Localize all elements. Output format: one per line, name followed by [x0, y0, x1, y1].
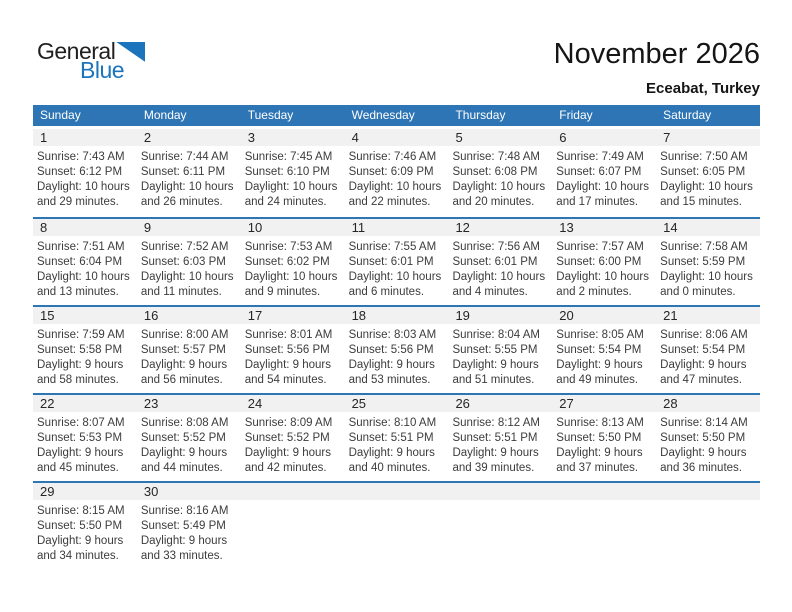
day-cell-6	[552, 129, 656, 217]
sunrise-text: Sunrise: 7:51 AM	[37, 241, 125, 253]
day-number-strip	[33, 307, 137, 324]
day-number-strip	[137, 129, 241, 146]
daylight-text: Daylight: 9 hours	[37, 447, 124, 459]
daylight-text: Daylight: 10 hours	[556, 271, 649, 283]
day-number-strip	[448, 129, 552, 146]
day-details	[345, 500, 449, 504]
day-cell-15	[33, 307, 137, 393]
day-cell-26	[448, 395, 552, 481]
sunset-text: Sunset: 6:11 PM	[140, 166, 226, 178]
day-number-strip	[552, 307, 656, 324]
day-cell-21	[656, 307, 760, 393]
day-cell-19	[448, 307, 552, 393]
day-details	[241, 146, 345, 210]
day-details	[33, 324, 137, 388]
daylight-text: Daylight: 10 hours	[660, 271, 753, 283]
day-cell-7	[656, 129, 760, 217]
day-number-strip	[137, 395, 241, 412]
day-number: 18	[351, 308, 367, 323]
day-details	[33, 412, 137, 476]
day-number: 30	[143, 484, 159, 499]
sunset-text: Sunset: 5:56 PM	[348, 344, 434, 356]
day-cell-5	[448, 129, 552, 217]
sunrise-text: Sunrise: 8:06 AM	[660, 329, 748, 341]
sunrise-text: Sunrise: 8:15 AM	[37, 505, 125, 517]
day-number-strip	[241, 395, 345, 412]
day-details	[345, 236, 449, 300]
daylight-text: and 44 minutes.	[140, 462, 223, 474]
day-cell-20	[552, 307, 656, 393]
daylight-text: Daylight: 10 hours	[244, 181, 338, 193]
day-cell-27	[552, 395, 656, 481]
daylight-text: and 58 minutes.	[37, 374, 119, 386]
sunrise-text: Sunrise: 8:07 AM	[37, 417, 125, 429]
day-details	[448, 236, 552, 300]
day-number-strip	[448, 483, 552, 500]
day-details	[552, 324, 656, 388]
day-number-strip	[241, 483, 345, 500]
daylight-text: Daylight: 9 hours	[556, 447, 643, 459]
day-cell-3	[241, 129, 345, 217]
daylight-text: and 9 minutes.	[244, 286, 321, 298]
day-number: 7	[663, 130, 671, 145]
day-details	[137, 236, 241, 300]
day-number: 26	[455, 396, 470, 411]
day-number: 5	[455, 130, 463, 145]
day-details	[552, 146, 656, 210]
day-cell-25	[345, 395, 449, 481]
day-number-strip	[137, 483, 241, 500]
daylight-text: Daylight: 9 hours	[244, 447, 332, 459]
daylight-text: Daylight: 10 hours	[348, 181, 442, 193]
sunrise-text: Sunrise: 8:03 AM	[348, 329, 437, 341]
day-details	[448, 500, 552, 504]
daylight-text: Daylight: 10 hours	[556, 181, 649, 193]
day-details	[241, 412, 345, 476]
daylight-text: and 6 minutes.	[348, 286, 425, 298]
day-number-strip	[448, 219, 552, 236]
day-number: 10	[247, 220, 263, 235]
sunset-text: Sunset: 5:49 PM	[140, 520, 226, 532]
sunrise-text: Sunrise: 8:12 AM	[452, 417, 541, 429]
day-details	[448, 412, 552, 476]
day-number-strip	[241, 219, 345, 236]
day-number-strip	[345, 219, 449, 236]
day-cell-24	[241, 395, 345, 481]
sunset-text: Sunset: 6:12 PM	[37, 166, 123, 178]
day-number: 24	[247, 396, 263, 411]
daylight-text: Daylight: 9 hours	[452, 447, 539, 459]
weekday-header-friday: Friday	[559, 108, 593, 122]
day-number: 23	[143, 396, 159, 411]
day-cell-12	[448, 219, 552, 305]
sunset-text: Sunset: 5:53 PM	[37, 432, 123, 444]
day-details	[552, 412, 656, 476]
day-number: 25	[351, 396, 367, 411]
day-cell-18	[345, 307, 449, 393]
daylight-text: Daylight: 10 hours	[660, 181, 753, 193]
sunrise-text: Sunrise: 8:16 AM	[140, 505, 229, 517]
daylight-text: and 24 minutes.	[244, 196, 327, 208]
day-details	[137, 324, 241, 388]
day-number: 6	[559, 130, 567, 145]
day-number-strip	[345, 307, 449, 324]
daylight-text: and 47 minutes.	[660, 374, 742, 386]
weekday-header-wednesday: Wednesday	[351, 108, 415, 122]
day-number: 13	[559, 220, 574, 235]
sunset-text: Sunset: 5:50 PM	[37, 520, 123, 532]
daylight-text: Daylight: 10 hours	[37, 271, 130, 283]
day-details	[241, 236, 345, 300]
day-number-strip	[33, 129, 137, 146]
day-number-strip	[656, 395, 760, 412]
sunrise-text: Sunrise: 7:59 AM	[37, 329, 125, 341]
day-number: 16	[143, 308, 159, 323]
sunrise-text: Sunrise: 8:13 AM	[556, 417, 644, 429]
day-details	[137, 500, 241, 564]
day-number-strip	[241, 307, 345, 324]
sunrise-text: Sunrise: 8:00 AM	[140, 329, 229, 341]
empty-day-cell	[345, 483, 449, 569]
day-details	[241, 500, 345, 504]
day-number-strip	[656, 307, 760, 324]
sunrise-text: Sunrise: 8:10 AM	[348, 417, 437, 429]
day-details	[137, 412, 241, 476]
day-number: 2	[143, 130, 152, 145]
sunrise-text: Sunrise: 8:01 AM	[244, 329, 333, 341]
empty-day-cell	[656, 483, 760, 569]
daylight-text: and 29 minutes.	[37, 196, 119, 208]
day-cell-16	[137, 307, 241, 393]
day-number: 4	[351, 130, 359, 145]
sunrise-text: Sunrise: 7:44 AM	[140, 151, 229, 163]
day-number: 29	[40, 484, 55, 499]
sunrise-text: Sunrise: 7:53 AM	[244, 241, 333, 253]
day-details	[552, 236, 656, 300]
day-cell-8	[33, 219, 137, 305]
daylight-text: and 51 minutes.	[452, 374, 535, 386]
location-subtitle: Eceabat, Turkey	[646, 80, 760, 97]
day-number: 1	[40, 130, 48, 145]
day-number: 21	[663, 308, 678, 323]
sunset-text: Sunset: 5:54 PM	[660, 344, 746, 356]
day-cell-13	[552, 219, 656, 305]
sunrise-text: Sunrise: 7:49 AM	[556, 151, 644, 163]
sunrise-text: Sunrise: 7:57 AM	[556, 241, 644, 253]
week-row-3	[33, 305, 760, 393]
day-details	[656, 412, 760, 476]
sunset-text: Sunset: 5:51 PM	[348, 432, 434, 444]
day-number-strip	[552, 395, 656, 412]
daylight-text: and 2 minutes.	[556, 286, 632, 298]
sunset-text: Sunset: 6:05 PM	[660, 166, 746, 178]
sunrise-text: Sunrise: 8:09 AM	[244, 417, 333, 429]
weekday-header-row	[33, 105, 760, 126]
sunset-text: Sunset: 6:02 PM	[244, 256, 330, 268]
day-number: 14	[663, 220, 678, 235]
daylight-text: and 0 minutes.	[660, 286, 736, 298]
day-details	[656, 500, 760, 504]
daylight-text: and 26 minutes.	[140, 196, 223, 208]
sunset-text: Sunset: 6:07 PM	[556, 166, 642, 178]
day-cell-4	[345, 129, 449, 217]
day-cell-29	[33, 483, 137, 569]
day-number-strip	[137, 219, 241, 236]
sunrise-text: Sunrise: 7:50 AM	[660, 151, 748, 163]
weekday-header-saturday: Saturday	[663, 108, 712, 122]
sunrise-text: Sunrise: 7:58 AM	[660, 241, 748, 253]
sunset-text: Sunset: 6:04 PM	[37, 256, 123, 268]
sunrise-text: Sunrise: 7:55 AM	[348, 241, 437, 253]
day-number-strip	[241, 129, 345, 146]
empty-day-cell	[552, 483, 656, 569]
day-details	[656, 236, 760, 300]
daylight-text: and 4 minutes.	[452, 286, 528, 298]
daylight-text: and 22 minutes.	[348, 196, 431, 208]
week-row-2	[33, 217, 760, 305]
daylight-text: and 11 minutes.	[140, 286, 222, 298]
empty-day-cell	[241, 483, 345, 569]
sunset-text: Sunset: 6:00 PM	[556, 256, 642, 268]
day-details	[345, 146, 449, 210]
logo-text-general: General	[37, 38, 116, 64]
title-block	[554, 38, 760, 97]
daylight-text: Daylight: 9 hours	[452, 359, 539, 371]
daylight-text: and 42 minutes.	[244, 462, 327, 474]
day-details	[552, 500, 656, 504]
page-title: November 2026	[553, 38, 760, 70]
weekday-header-tuesday: Tuesday	[247, 108, 294, 122]
daylight-text: Daylight: 10 hours	[37, 181, 130, 193]
sunset-text: Sunset: 5:50 PM	[660, 432, 746, 444]
day-cell-1	[33, 129, 137, 217]
sunrise-text: Sunrise: 7:48 AM	[452, 151, 541, 163]
week-row-4	[33, 393, 760, 481]
day-number: 3	[247, 130, 255, 145]
daylight-text: and 56 minutes.	[140, 374, 223, 386]
sunset-text: Sunset: 6:01 PM	[348, 256, 434, 268]
day-cell-2	[137, 129, 241, 217]
sunset-text: Sunset: 6:09 PM	[348, 166, 434, 178]
day-number-strip	[345, 395, 449, 412]
day-number: 15	[40, 308, 55, 323]
daylight-text: Daylight: 9 hours	[348, 359, 435, 371]
sunrise-text: Sunrise: 8:08 AM	[140, 417, 229, 429]
logo-text-blue: Blue	[80, 57, 125, 83]
sunrise-text: Sunrise: 8:14 AM	[660, 417, 748, 429]
sunrise-text: Sunrise: 7:56 AM	[452, 241, 541, 253]
sunrise-text: Sunrise: 7:45 AM	[244, 151, 333, 163]
sunset-text: Sunset: 5:57 PM	[140, 344, 226, 356]
day-number: 12	[455, 220, 470, 235]
day-number-strip	[33, 395, 137, 412]
day-details	[33, 500, 137, 564]
day-cell-14	[656, 219, 760, 305]
day-number: 28	[663, 396, 678, 411]
daylight-text: and 15 minutes.	[660, 196, 742, 208]
daylight-text: and 54 minutes.	[244, 374, 327, 386]
day-cell-10	[241, 219, 345, 305]
daylight-text: and 20 minutes.	[452, 196, 535, 208]
daylight-text: Daylight: 9 hours	[140, 447, 228, 459]
daylight-text: Daylight: 9 hours	[556, 359, 643, 371]
day-number-strip	[448, 307, 552, 324]
day-number-strip	[137, 307, 241, 324]
daylight-text: Daylight: 9 hours	[660, 447, 747, 459]
day-details	[656, 146, 760, 210]
day-number: 19	[455, 308, 470, 323]
day-details	[345, 412, 449, 476]
day-number-strip	[552, 483, 656, 500]
daylight-text: and 33 minutes.	[140, 550, 223, 562]
day-number-strip	[656, 483, 760, 500]
day-cell-28	[656, 395, 760, 481]
daylight-text: and 36 minutes.	[660, 462, 742, 474]
daylight-text: and 45 minutes.	[37, 462, 119, 474]
day-cell-17	[241, 307, 345, 393]
weekday-header-sunday: Sunday	[40, 108, 81, 122]
daylight-text: Daylight: 9 hours	[140, 535, 228, 547]
daylight-text: and 39 minutes.	[452, 462, 535, 474]
sunset-text: Sunset: 5:58 PM	[37, 344, 123, 356]
sunset-text: Sunset: 5:50 PM	[556, 432, 642, 444]
empty-day-cell	[448, 483, 552, 569]
day-number-strip	[33, 483, 137, 500]
day-details	[448, 324, 552, 388]
calendar-body	[33, 126, 760, 569]
day-number-strip	[656, 219, 760, 236]
day-number-strip	[552, 129, 656, 146]
daylight-text: and 13 minutes.	[37, 286, 119, 298]
daylight-text: and 49 minutes.	[556, 374, 639, 386]
daylight-text: and 34 minutes.	[37, 550, 119, 562]
sunset-text: Sunset: 5:52 PM	[244, 432, 330, 444]
daylight-text: Daylight: 10 hours	[452, 181, 546, 193]
daylight-text: Daylight: 10 hours	[244, 271, 338, 283]
sunrise-text: Sunrise: 7:43 AM	[37, 151, 125, 163]
daylight-text: Daylight: 9 hours	[140, 359, 228, 371]
daylight-text: Daylight: 9 hours	[348, 447, 435, 459]
sunset-text: Sunset: 6:10 PM	[244, 166, 330, 178]
day-details	[33, 236, 137, 300]
calendar-table	[33, 105, 760, 569]
day-cell-30	[137, 483, 241, 569]
sunset-text: Sunset: 5:54 PM	[556, 344, 642, 356]
sunset-text: Sunset: 5:56 PM	[244, 344, 330, 356]
sunset-text: Sunset: 5:52 PM	[140, 432, 226, 444]
day-cell-11	[345, 219, 449, 305]
daylight-text: Daylight: 9 hours	[244, 359, 332, 371]
week-row-1	[33, 129, 760, 217]
sunset-text: Sunset: 6:08 PM	[452, 166, 538, 178]
daylight-text: Daylight: 10 hours	[140, 181, 234, 193]
day-cell-9	[137, 219, 241, 305]
general-blue-logo	[37, 40, 145, 82]
daylight-text: Daylight: 9 hours	[37, 359, 124, 371]
daylight-text: and 17 minutes.	[556, 196, 639, 208]
day-details	[656, 324, 760, 388]
sunset-text: Sunset: 5:51 PM	[452, 432, 538, 444]
week-row-5	[33, 481, 760, 569]
day-cell-23	[137, 395, 241, 481]
day-number: 9	[143, 220, 152, 235]
day-number: 8	[40, 220, 48, 235]
daylight-text: and 53 minutes.	[348, 374, 431, 386]
day-details	[448, 146, 552, 210]
day-number-strip	[33, 219, 137, 236]
day-cell-22	[33, 395, 137, 481]
daylight-text: and 37 minutes.	[556, 462, 639, 474]
daylight-text: Daylight: 9 hours	[660, 359, 747, 371]
sunset-text: Sunset: 5:55 PM	[452, 344, 538, 356]
day-number: 22	[40, 396, 55, 411]
daylight-text: Daylight: 9 hours	[37, 535, 124, 547]
day-details	[137, 146, 241, 210]
daylight-text: Daylight: 10 hours	[452, 271, 546, 283]
day-number: 27	[559, 396, 574, 411]
daylight-text: and 40 minutes.	[348, 462, 431, 474]
sunset-text: Sunset: 5:59 PM	[660, 256, 746, 268]
day-number-strip	[656, 129, 760, 146]
daylight-text: Daylight: 10 hours	[140, 271, 234, 283]
day-details	[241, 324, 345, 388]
sunrise-text: Sunrise: 7:52 AM	[140, 241, 229, 253]
day-number-strip	[448, 395, 552, 412]
day-number: 11	[351, 220, 366, 235]
day-number-strip	[345, 129, 449, 146]
sunrise-text: Sunrise: 8:05 AM	[556, 329, 644, 341]
sunrise-text: Sunrise: 7:46 AM	[348, 151, 437, 163]
daylight-text: Daylight: 10 hours	[348, 271, 442, 283]
sunset-text: Sunset: 6:03 PM	[140, 256, 226, 268]
day-number: 17	[247, 308, 263, 323]
weekday-header-monday: Monday	[143, 108, 187, 122]
day-number: 20	[559, 308, 574, 323]
sunset-text: Sunset: 6:01 PM	[452, 256, 538, 268]
sunrise-text: Sunrise: 8:04 AM	[452, 329, 541, 341]
weekday-header-thursday: Thursday	[455, 108, 506, 122]
day-number-strip	[345, 483, 449, 500]
day-number-strip	[552, 219, 656, 236]
day-details	[33, 146, 137, 210]
day-details	[345, 324, 449, 388]
